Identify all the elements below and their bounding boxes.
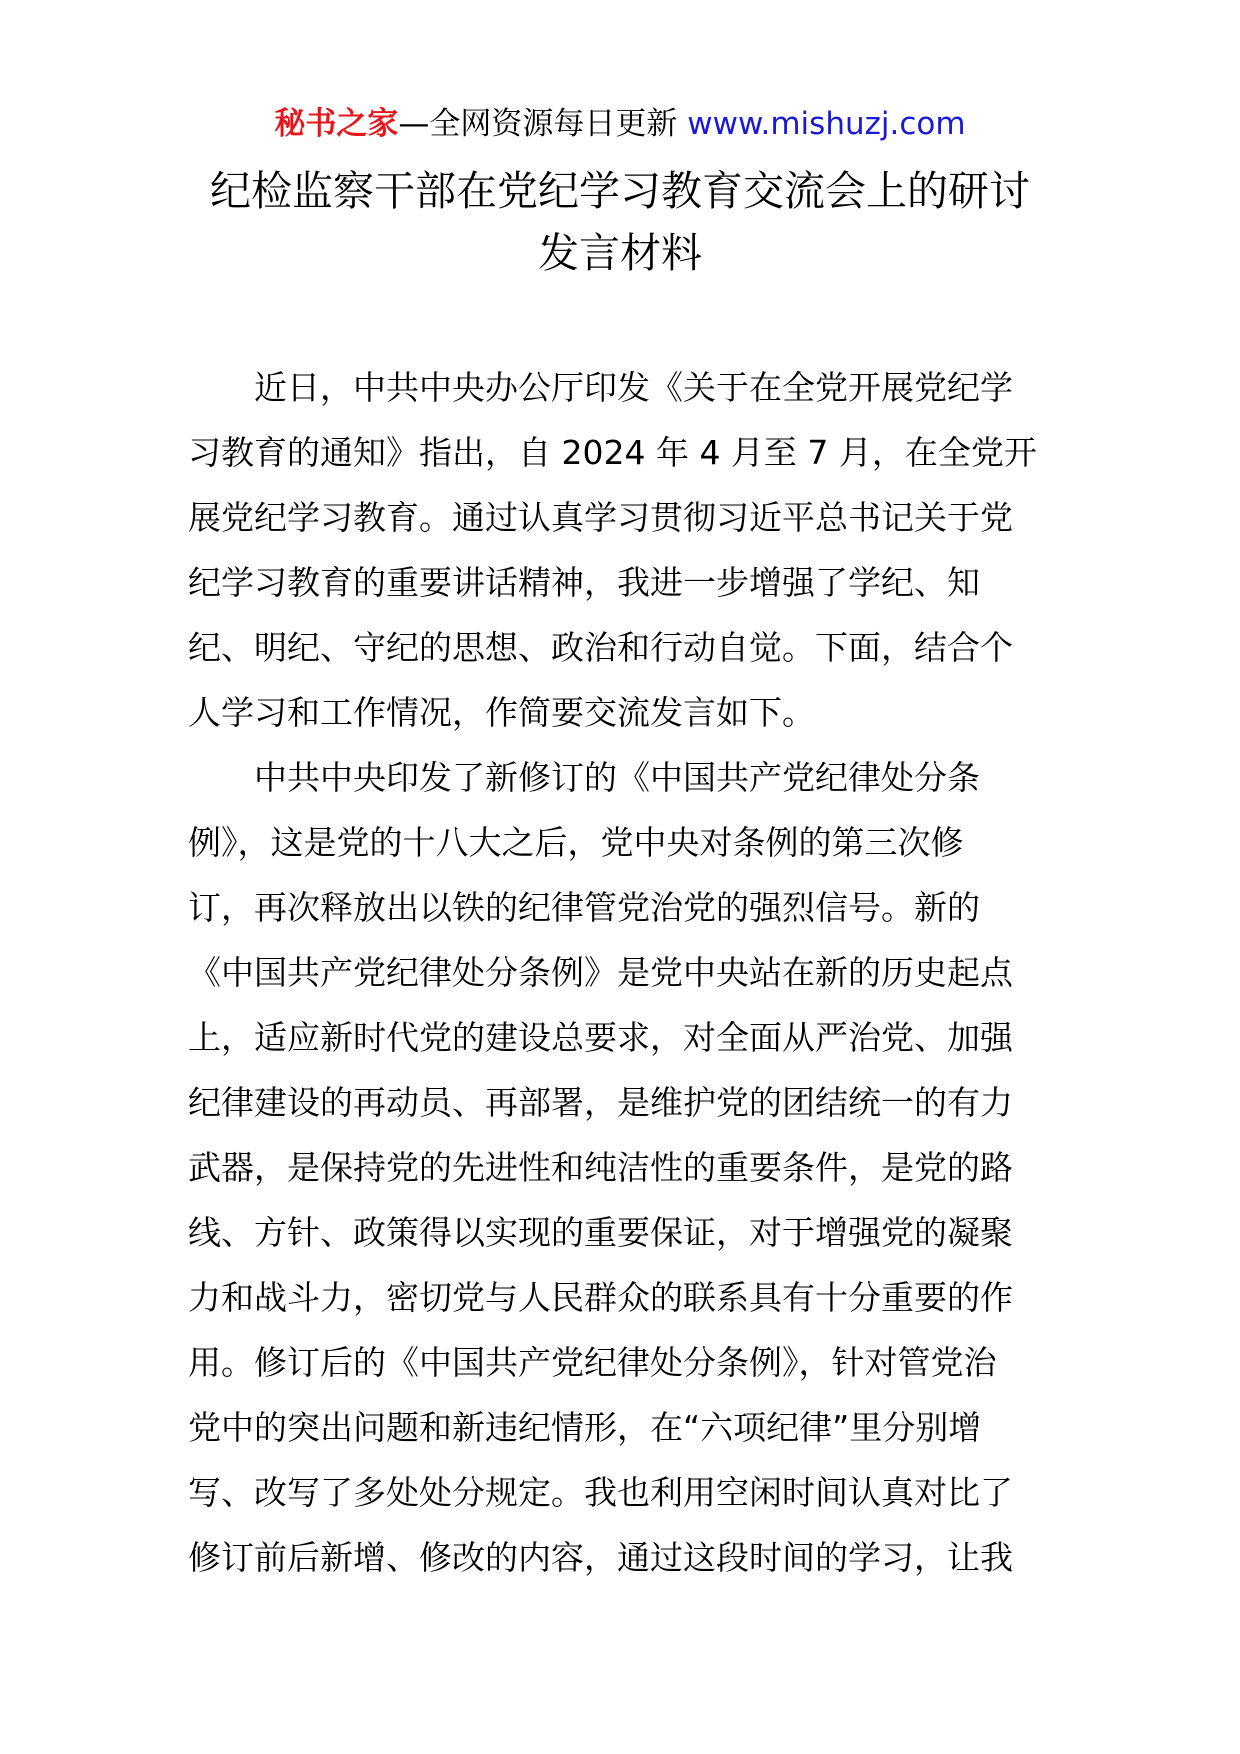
title-line-2: 发言材料 — [538, 229, 702, 277]
body-line: 例》，这是党的十八大之后，党中央对条例的第三次修 — [188, 823, 964, 862]
body-line: 上，适应新时代党的建设总要求，对全面从严治党、加强 — [188, 1018, 1013, 1057]
body-line: 订，再次释放出以铁的纪律管党治党的强烈信号。新的 — [188, 888, 980, 927]
document-body — [188, 355, 1056, 1590]
body-line: 中共中央印发了新修订的《中国共产党纪律处分条 — [188, 758, 980, 797]
banner-tagline: —全网资源每日更新 — [398, 106, 688, 142]
body-line: 力和战斗力，密切党与人民群众的联系具有十分重要的作 — [188, 1278, 1013, 1317]
document-title — [150, 160, 1090, 284]
body-line: 展党纪学习教育。通过认真学习贯彻习近平总书记关于党 — [188, 498, 1013, 537]
body-line: 修订前后新增、修改的内容，通过这段时间的学习，让我 — [188, 1538, 1013, 1577]
body-line: 写、改写了多处处分规定。我也利用空闲时间认真对比了 — [188, 1473, 1013, 1512]
body-line: 纪学习教育的重要讲话精神，我进一步增强了学纪、知 — [188, 563, 980, 602]
body-line: 纪、明纪、守纪的思想、政治和行动自觉。下面，结合个 — [188, 628, 1013, 667]
banner-url-link[interactable]: www.mishuzj.com — [687, 106, 966, 142]
body-line: 武器，是保持党的先进性和纯洁性的重要条件，是党的路 — [188, 1148, 1013, 1187]
banner-brand: 秘书之家 — [274, 106, 399, 142]
body-line: 人学习和工作情况，作简要交流发言如下。 — [188, 693, 815, 732]
title-line-1: 纪检监察干部在党纪学习教育交流会上的研讨 — [210, 167, 1030, 215]
body-line: 线、方针、政策得以实现的重要保证，对于增强党的凝聚 — [188, 1213, 1013, 1252]
body-line: 习教育的通知》指出，自 2024 年 4 月至 7 月，在全党开 — [188, 433, 1037, 472]
body-line: 纪律建设的再动员、再部署，是维护党的团结统一的有力 — [188, 1083, 1013, 1122]
site-banner — [0, 102, 1240, 146]
body-line: 用。修订后的《中国共产党纪律处分条例》，针对管党治 — [188, 1343, 997, 1382]
body-line: 党中的突出问题和新违纪情形，在“六项纪律”里分别增 — [188, 1408, 982, 1447]
body-line: 近日，中共中央办公厅印发《关于在全党开展党纪学 — [188, 368, 1013, 407]
body-line: 《中国共产党纪律处分条例》是党中央站在新的历史起点 — [188, 953, 1013, 992]
